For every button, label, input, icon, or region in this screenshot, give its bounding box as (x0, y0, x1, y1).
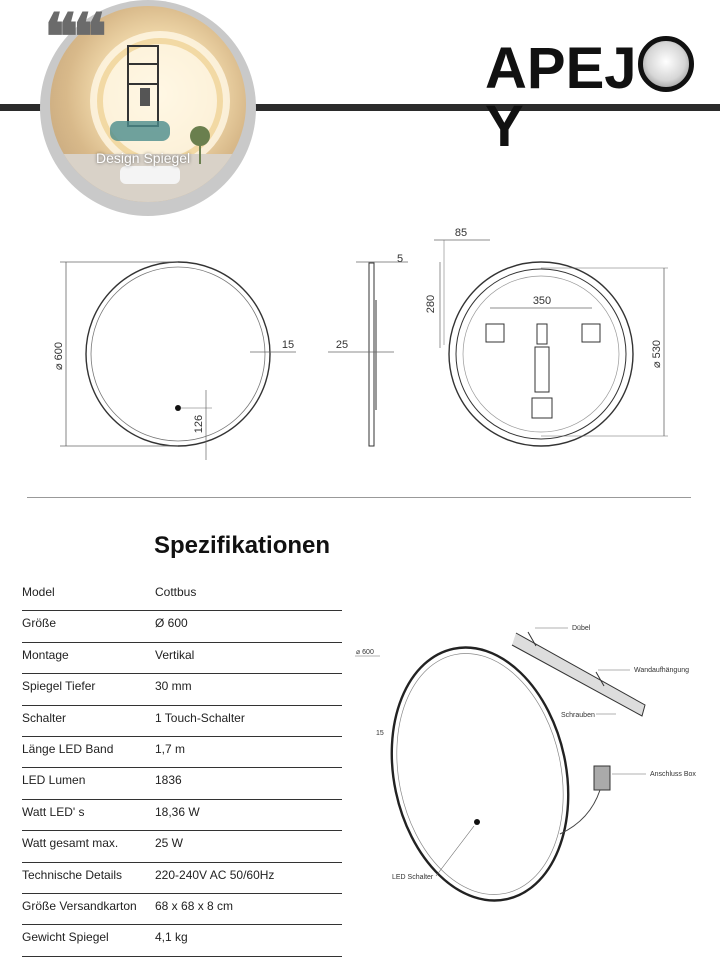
spec-key: Montage (22, 647, 69, 662)
brand-logo (485, 36, 720, 159)
spec-row (22, 674, 342, 705)
hero-caption: Design Spiegel (96, 150, 191, 166)
spec-row (22, 768, 342, 799)
spec-row (22, 925, 342, 956)
spec-row (22, 894, 342, 925)
spec-value: 1836 (155, 773, 182, 788)
spec-value: 1,7 m (155, 741, 186, 756)
spec-row (22, 800, 342, 831)
spec-row (22, 863, 342, 894)
technical-drawing (0, 220, 720, 480)
spec-key: Watt gesamt max. (22, 836, 119, 851)
spec-key: Model (22, 585, 55, 599)
spec-key: Spiegel Tiefer (22, 679, 96, 694)
spec-value: 25 W (155, 836, 184, 851)
brand-name-prefix: APEJ (485, 36, 637, 101)
back-bracket-height-label: 280 (425, 294, 437, 314)
back-bracket-span-label: 350 (532, 295, 552, 307)
spec-value: Cottbus (155, 585, 197, 599)
spec-key: LED Lumen (22, 773, 86, 788)
section-divider (27, 497, 691, 498)
spec-value: 220-240V AC 50/60Hz (155, 867, 275, 882)
dubel-label: Dübel (572, 625, 591, 632)
perspective-frame-label: 15 (376, 730, 384, 737)
spec-title: Spezifikationen (154, 532, 331, 559)
front-view (53, 262, 296, 460)
side-view (328, 253, 408, 446)
spec-row (22, 831, 342, 862)
led-switch-label: LED Schalter (392, 874, 434, 881)
brand-o-icon (638, 36, 694, 92)
spec-value: 68 x 68 x 8 cm (155, 898, 234, 913)
front-diameter-label: ⌀ 600 (53, 341, 65, 371)
spec-value: 4,1 kg (155, 930, 188, 945)
side-thickness-label: 25 (335, 339, 349, 351)
spec-value: 30 mm (155, 679, 192, 694)
perspective-drawing (345, 615, 720, 915)
spec-value: 1 Touch-Schalter (155, 710, 245, 725)
spec-row (22, 611, 342, 642)
side-depth-label: 5 (396, 253, 404, 265)
spec-value: 18,36 W (155, 804, 200, 819)
back-view (425, 227, 668, 446)
spec-key: Technische Details (22, 867, 123, 882)
spec-value: Vertikal (155, 647, 195, 662)
spec-table (22, 580, 342, 957)
spec-row (22, 580, 342, 611)
back-bracket-offset-label: 85 (454, 227, 468, 239)
spec-row (22, 643, 342, 674)
switch-offset-label: 126 (193, 414, 205, 434)
spec-key: Watt LED' s (22, 804, 85, 819)
wall-mount-label: Wandaufhängung (634, 667, 690, 674)
spec-value: Ø 600 (155, 616, 188, 631)
spec-key: Größe (22, 616, 57, 631)
spec-key: Länge LED Band (22, 741, 114, 756)
spec-row (22, 737, 342, 768)
perspective-diameter-label: ⌀ 600 (356, 649, 374, 656)
spec-key: Größe Versandkarton (22, 898, 137, 913)
quote-icon: ❝❝ (44, 0, 101, 75)
brand-name-suffix: Y (485, 94, 524, 159)
frame-width-label: 15 (281, 339, 295, 351)
junction-box-label: Anschluss Box (650, 771, 696, 778)
spec-key: Schalter (22, 710, 67, 725)
back-inner-diameter-label: ⌀ 530 (651, 339, 663, 369)
screws-label: Schrauben (561, 712, 595, 719)
spec-key: Gewicht Spiegel (22, 930, 109, 945)
spec-row (22, 706, 342, 737)
